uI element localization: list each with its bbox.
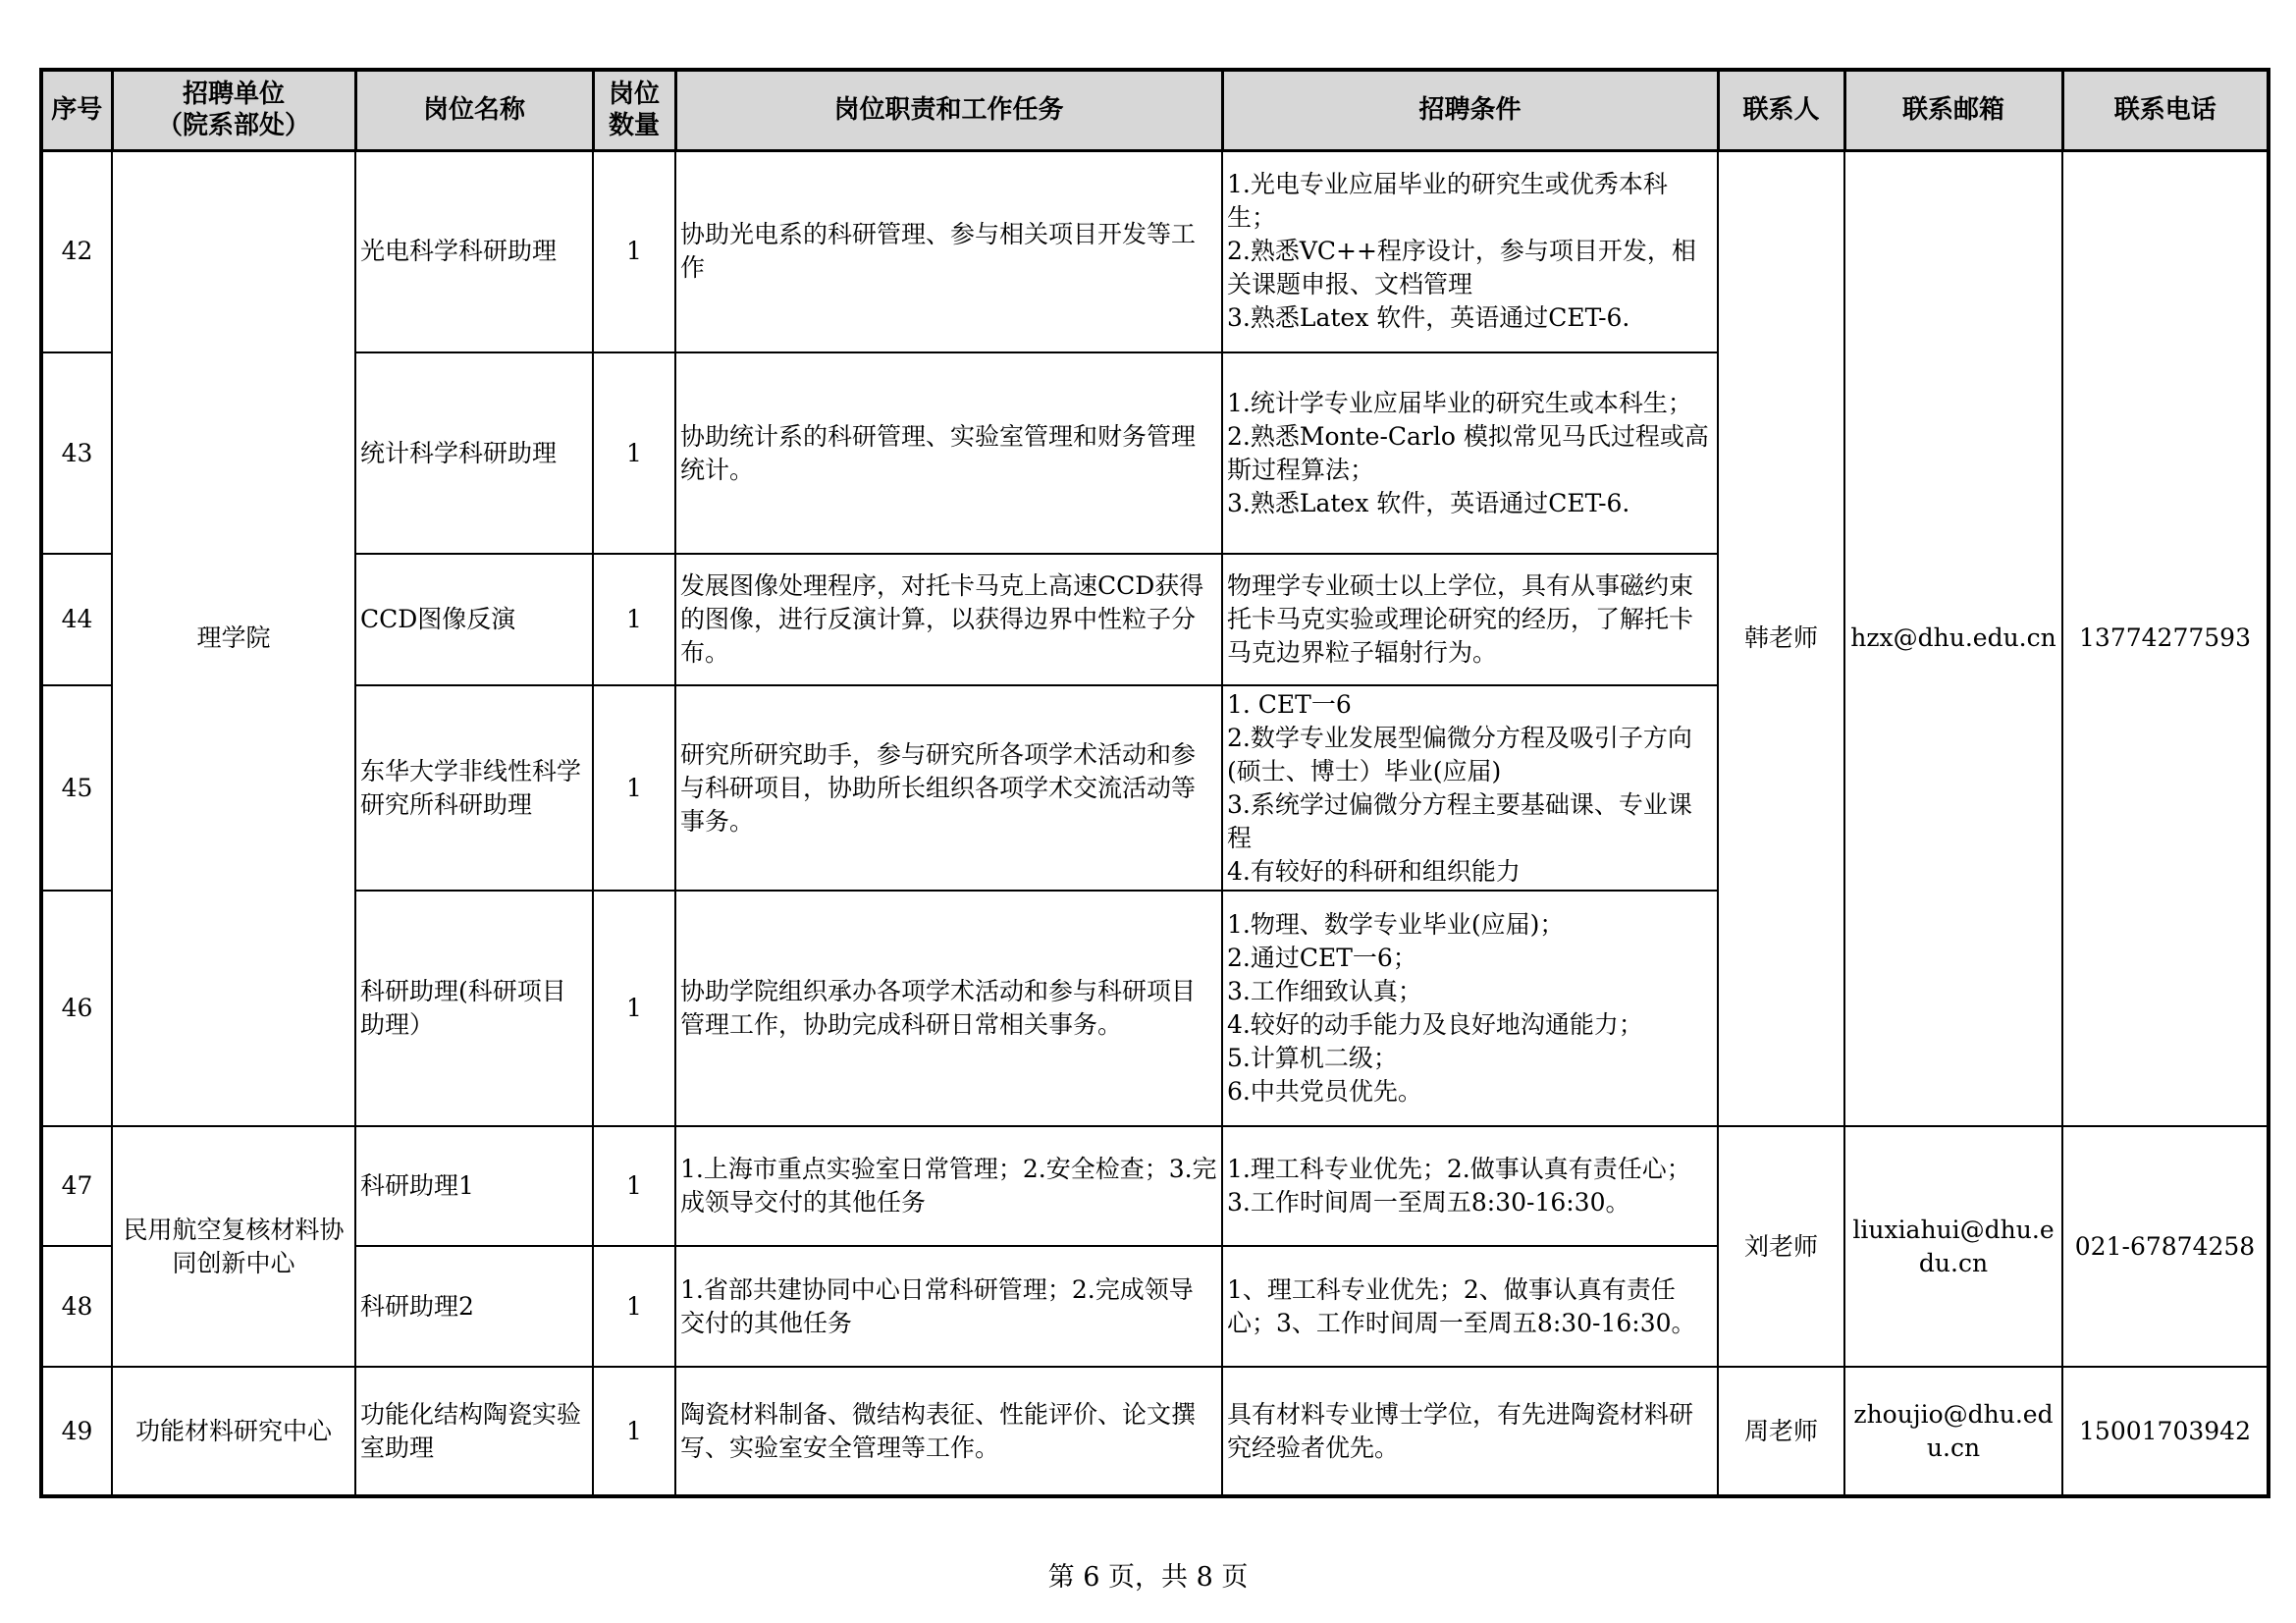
row-position: CCD图像反演 [355, 554, 593, 685]
row-unit: 功能材料研究中心 [112, 1367, 355, 1496]
row-requirements: 1. CET一6 2.数学专业发展型偏微分方程及吸引子方向(硕士、博士）毕业(应届) 3.系统学过偏微分方程主要基础课、专业课程 4.有较好的科研和组织能力 [1222, 685, 1718, 891]
row-phone: 15001703942 [2062, 1367, 2269, 1496]
row-count: 1 [593, 1126, 675, 1246]
row-duties: 协助统计系的科研管理、实验室管理和财务管理统计。 [675, 352, 1222, 554]
header-row [41, 70, 2269, 150]
row-seq: 43 [41, 352, 112, 554]
table-row [41, 1367, 2269, 1496]
row-unit: 民用航空复核材料协同创新中心 [112, 1126, 355, 1367]
row-requirements: 1、理工科专业优先；2、做事认真有责任心；3、工作时间周一至周五8:30-16:30。 [1222, 1246, 1718, 1367]
row-requirements: 物理学专业硕士以上学位，具有从事磁约束托卡马克实验或理论研究的经历，了解托卡马克边界粒子辐射行为。 [1222, 554, 1718, 685]
row-duties: 研究所研究助手，参与研究所各项学术活动和参与科研项目，协助所长组织各项学术交流活动等事务。 [675, 685, 1222, 891]
row-email: liuxiahui@dhu.edu.cn [1844, 1126, 2062, 1367]
row-phone: 13774277593 [2062, 150, 2269, 1126]
row-position: 科研助理1 [355, 1126, 593, 1246]
row-count: 1 [593, 685, 675, 891]
row-email: zhoujio@dhu.edu.cn [1844, 1367, 2062, 1496]
row-position: 科研助理(科研项目助理） [355, 891, 593, 1126]
table-row [41, 150, 2269, 352]
header-duties: 岗位职责和工作任务 [675, 70, 1222, 150]
row-email: hzx@dhu.edu.cn [1844, 150, 2062, 1126]
row-duties: 1.上海市重点实验室日常管理；2.安全检查；3.完成领导交付的其他任务 [675, 1126, 1222, 1246]
row-duties: 协助学院组织承办各项学术活动和参与科研项目管理工作，协助完成科研日常相关事务。 [675, 891, 1222, 1126]
table-row [41, 1126, 2269, 1246]
row-contact: 周老师 [1718, 1367, 1844, 1496]
recruitment-table [39, 68, 2270, 1498]
row-seq: 44 [41, 554, 112, 685]
row-requirements: 1.统计学专业应届毕业的研究生或本科生； 2.熟悉Monte-Carlo 模拟常见马氏过程或高斯过程算法； 3.熟悉Latex 软件，英语通过CET-6. [1222, 352, 1718, 554]
row-count: 1 [593, 1367, 675, 1496]
row-seq: 45 [41, 685, 112, 891]
header-position: 岗位名称 [355, 70, 593, 150]
row-seq: 46 [41, 891, 112, 1126]
row-seq: 48 [41, 1246, 112, 1367]
row-requirements: 1.理工科专业优先；2.做事认真有责任心；3.工作时间周一至周五8:30-16:30。 [1222, 1126, 1718, 1246]
row-seq: 49 [41, 1367, 112, 1496]
row-duties: 协助光电系的科研管理、参与相关项目开发等工作 [675, 150, 1222, 352]
row-seq: 42 [41, 150, 112, 352]
row-unit: 理学院 [112, 150, 355, 1126]
row-requirements: 具有材料专业博士学位，有先进陶瓷材料研究经验者优先。 [1222, 1367, 1718, 1496]
header-count: 岗位 数量 [593, 70, 675, 150]
row-position: 统计科学科研助理 [355, 352, 593, 554]
row-count: 1 [593, 1246, 675, 1367]
header-requirements: 招聘条件 [1222, 70, 1718, 150]
page-footer: 第 6 页，共 8 页 [1047, 1562, 1249, 1593]
row-duties: 发展图像处理程序，对托卡马克上高速CCD获得的图像，进行反演计算，以获得边界中性粒子分布。 [675, 554, 1222, 685]
row-position: 东华大学非线性科学研究所科研助理 [355, 685, 593, 891]
row-contact: 刘老师 [1718, 1126, 1844, 1367]
row-contact: 韩老师 [1718, 150, 1844, 1126]
row-seq: 47 [41, 1126, 112, 1246]
row-position: 功能化结构陶瓷实验室助理 [355, 1367, 593, 1496]
row-count: 1 [593, 891, 675, 1126]
header-contact: 联系人 [1718, 70, 1844, 150]
row-requirements: 1.物理、数学专业毕业(应届)； 2.通过CET一6； 3.工作细致认真； 4.较好的动手能力及良好地沟通能力； 5.计算机二级； 6.中共党员优先。 [1222, 891, 1718, 1126]
header-seq: 序号 [41, 70, 112, 150]
row-position: 光电科学科研助理 [355, 150, 593, 352]
header-unit: 招聘单位 （院系部处） [112, 70, 355, 150]
header-email: 联系邮箱 [1844, 70, 2062, 150]
row-position: 科研助理2 [355, 1246, 593, 1367]
row-duties: 1.省部共建协同中心日常科研管理；2.完成领导交付的其他任务 [675, 1246, 1222, 1367]
row-count: 1 [593, 554, 675, 685]
row-phone: 021-67874258 [2062, 1126, 2269, 1367]
row-count: 1 [593, 150, 675, 352]
header-phone: 联系电话 [2062, 70, 2269, 150]
row-count: 1 [593, 352, 675, 554]
row-duties: 陶瓷材料制备、微结构表征、性能评价、论文撰写、实验室安全管理等工作。 [675, 1367, 1222, 1496]
row-requirements: 1.光电专业应届毕业的研究生或优秀本科生； 2.熟悉VC++程序设计，参与项目开发，相关课题申报、文档管理 3.熟悉Latex 软件，英语通过CET-6. [1222, 150, 1718, 352]
